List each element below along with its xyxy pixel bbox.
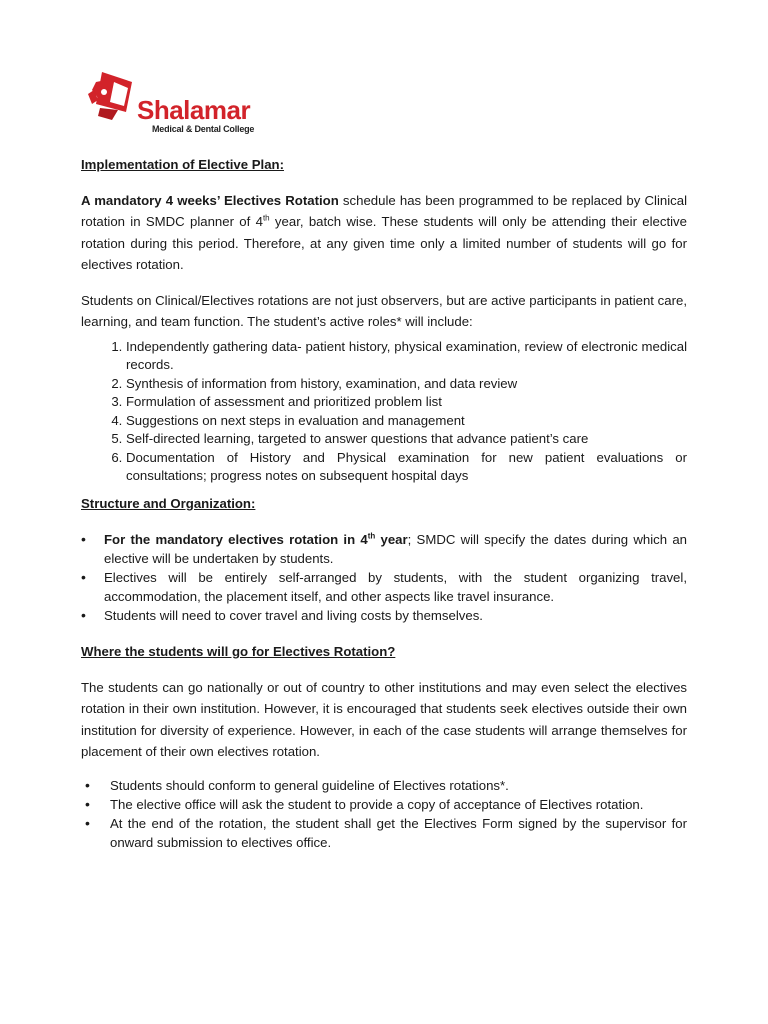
superscript: th <box>367 531 376 541</box>
item-text: Students should conform to general guideline of Electives rotations*. <box>110 777 509 793</box>
list-item <box>81 606 687 625</box>
list-item <box>85 814 687 852</box>
list-item <box>85 776 687 795</box>
shalamar-emblem-icon <box>88 72 140 128</box>
guideline-list <box>81 776 687 852</box>
bullet-icon: • <box>81 607 86 623</box>
item-text: ; SMDC will specify the dates during which an elective will be undertaken by students. <box>104 532 687 566</box>
superscript: th <box>262 213 270 223</box>
implementation-paragraph <box>81 190 687 276</box>
bullet-icon: • <box>85 814 90 831</box>
logo-subtitle: Medical & Dental College <box>152 124 255 134</box>
list-item <box>85 795 687 814</box>
item-text: Students will need to cover travel and living costs by themselves. <box>104 608 483 623</box>
college-logo <box>88 72 263 138</box>
bullet-icon: • <box>81 569 86 585</box>
item-text: At the end of the rotation, the student shall get the Electives Form signed by the supervisor for onward submission to electives office. <box>110 815 687 850</box>
bullet-icon: • <box>81 531 86 547</box>
list-item <box>81 568 687 606</box>
logo-name: Shalamar <box>137 95 251 125</box>
mandatory-rotation-bold: A mandatory 4 weeks’ Electives Rotation <box>81 192 339 208</box>
active-roles-list <box>81 338 687 486</box>
list-item: 2. Synthesis of information from history, examination, and data review <box>126 375 687 394</box>
document-body <box>81 154 687 852</box>
section-heading-where: Where the students will go for Electives Rotation? <box>81 644 396 659</box>
list-item: 6. Documentation of History and Physical examination for new patient evaluations or consultations; progress notes on subsequent hospital days <box>126 449 687 486</box>
where-paragraph: The students can go nationally or out of country to other institutions and may even select the electives rotation in their own institution. However, it is encouraged that students seek electives outside their own institution for diversity of experience. However, in each of the case students will arrange themselves for placement of their own electives rotation. <box>81 679 687 759</box>
section-heading-structure: Structure and Organization: <box>81 495 256 511</box>
bullet-icon: • <box>85 795 90 812</box>
item-text: Electives will be entirely self-arranged by students, with the student organizing travel, accommodation, the placement itself, and other aspects like travel insurance. <box>104 570 687 604</box>
paragraph-text-b: year, batch wise. These students will only be attending their elective rotation during this period. Therefore, at any given time only a limited number of students will go for electives rotation. <box>81 214 687 272</box>
item-bold-b: year <box>375 532 408 547</box>
list-item: 1. Independently gathering data- patient history, physical examination, review of electronic medical records. <box>126 338 687 375</box>
item-text: The elective office will ask the student to provide a copy of acceptance of Electives rotation. <box>110 796 644 812</box>
item-bold-a: For the mandatory electives rotation in 4 <box>104 532 368 547</box>
section-heading-implementation: Implementation of Elective Plan: <box>81 157 284 172</box>
bullet-icon: • <box>85 776 90 793</box>
structure-list <box>81 530 687 625</box>
active-roles-intro: Students on Clinical/Electives rotations are not just observers, but are active participants in patient care, learning, and team function. The student’s active roles* will include: <box>81 292 687 329</box>
list-item: 5. Self-directed learning, targeted to answer questions that advance patient’s care <box>126 430 687 449</box>
paragraph-text-a: schedule has been programmed to be replaced by Clinical rotation in SMDC planner of 4 <box>81 192 688 229</box>
list-item <box>81 530 687 568</box>
list-item: 3. Formulation of assessment and prioritized problem list <box>126 393 687 412</box>
list-item: 4. Suggestions on next steps in evaluation and management <box>126 412 687 431</box>
